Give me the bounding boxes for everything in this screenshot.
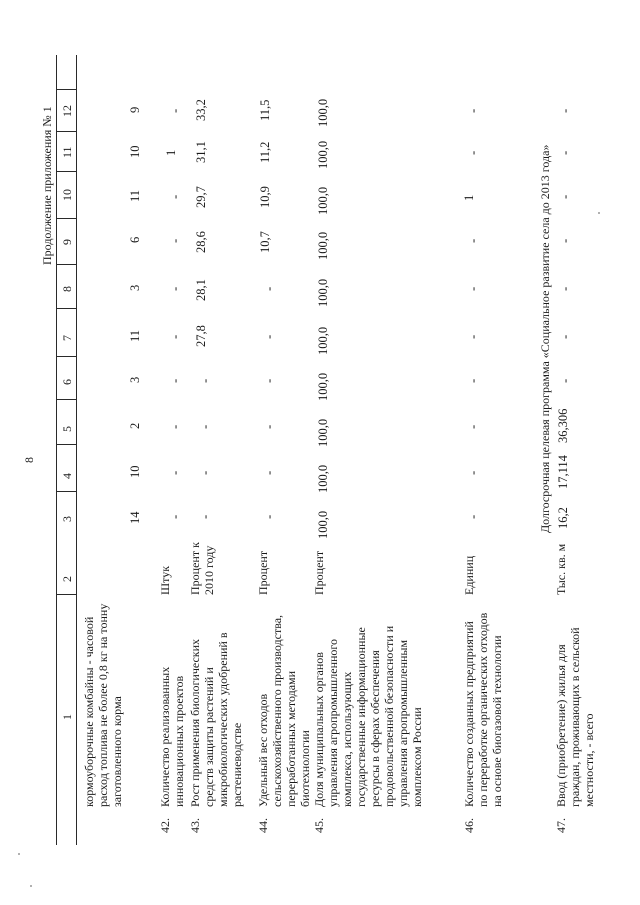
header-divider — [56, 399, 76, 400]
row-46-unit: Единиц — [462, 555, 476, 595]
row-44-c8: - — [262, 286, 276, 291]
row-44-unit: Процент — [256, 550, 270, 595]
row-43-c11: 31,1 — [194, 141, 208, 163]
row-46-c10: 1 — [462, 194, 476, 201]
row-46-name: Количество созданных предприятий по переработке органических отходов на основе биогазовой технологии — [462, 612, 504, 807]
row-41-c11: 10 — [128, 145, 142, 158]
row-43-c10: 29,7 — [194, 186, 208, 208]
row-46-c12: - — [466, 108, 480, 113]
row-42-number: 42. — [158, 818, 172, 833]
row-46-c7: - — [466, 334, 480, 339]
row-41-c7: 11 — [128, 329, 142, 342]
row-44-name: Удельный вес отходов сельскохозяйственного производства, переработанных методами биотехнологии — [256, 614, 312, 807]
header-divider — [56, 171, 76, 172]
row-45-c3: 100,0 — [316, 510, 330, 539]
row-42-c3: - — [168, 514, 182, 519]
row-45-unit: Процент — [312, 550, 326, 595]
header-divider — [56, 594, 76, 595]
row-42-unit: Штук — [158, 565, 172, 595]
header-col-2: 2 — [60, 576, 74, 582]
row-43-name: Рост применения биологических средств защиты растений и микробиологических удобрений в растениеводстве — [188, 632, 244, 807]
row-44-c6: - — [262, 378, 276, 383]
row-44-c10: 10,9 — [258, 186, 272, 208]
header-divider — [56, 218, 76, 219]
row-45-c12: 100,0 — [316, 98, 330, 127]
row-43-c8: 28,1 — [194, 279, 208, 301]
continuation-note: Продолжение приложения № 1 — [40, 106, 54, 265]
row-45-c9: 100,0 — [316, 231, 330, 260]
row-41-c3: 14 — [128, 511, 142, 524]
row-43-c12: 33,2 — [194, 99, 208, 121]
row-44-c7: - — [262, 334, 276, 339]
row-45-c4: 100,0 — [316, 464, 330, 493]
row-42-name: Количество реализованных инновационных проектов — [158, 666, 186, 807]
header-col-5: 5 — [60, 426, 74, 432]
header-divider — [56, 491, 76, 492]
row-46-number: 46. — [462, 818, 476, 833]
row-41-c4: 10 — [128, 465, 142, 478]
row-46-c6: - — [466, 378, 480, 383]
header-divider — [56, 444, 76, 445]
header-top-rule — [56, 55, 57, 845]
header-col-9: 9 — [60, 239, 74, 245]
row-45-c8: 100,0 — [316, 278, 330, 307]
row-42-c6: - — [168, 378, 182, 383]
row-46-c8: - — [466, 286, 480, 291]
header-divider — [56, 131, 76, 132]
row-41-c6: 3 — [128, 376, 142, 383]
row-47-c6: - — [558, 378, 572, 383]
row-47-c11: - — [558, 150, 572, 155]
row-43-c9: 28,6 — [194, 231, 208, 253]
header-col-7: 7 — [60, 335, 74, 341]
row-44-number: 44. — [256, 818, 270, 833]
row-47-c7: - — [558, 334, 572, 339]
row-45-name: Доля муниципальных органов управления агропромышленного комплекса, использующих государственные информационные ресурсы в сферах обеспечения продовольственной безопасности и управления агропромышленным комплексом России — [312, 625, 424, 807]
row-44-c5: - — [262, 424, 276, 429]
row-46-c4: - — [466, 470, 480, 475]
row-47-c5: 36,306 — [556, 408, 570, 443]
row-47-unit: Тыс. кв. м — [554, 543, 568, 595]
row-43-c5: - — [198, 424, 212, 429]
header-col-11: 11 — [60, 146, 74, 158]
header-divider — [56, 356, 76, 357]
row-45-c5: 100,0 — [316, 418, 330, 447]
header-col-10: 10 — [60, 189, 74, 201]
row-42-c7: - — [168, 334, 182, 339]
row-42-c9: - — [168, 238, 182, 243]
row-44-c3: - — [262, 514, 276, 519]
row-41-c10: 11 — [128, 189, 142, 202]
header-col-3: 3 — [60, 516, 74, 522]
row-42-c8: - — [168, 286, 182, 291]
row-47-number: 47. — [554, 818, 568, 833]
row-45-c7: 100,0 — [316, 326, 330, 355]
row-47-c12: - — [558, 108, 572, 113]
row-44-c12: 11,5 — [258, 99, 272, 121]
program-title: Долгосрочная целевая программа «Социальное развитие села до 2013 года» — [538, 144, 552, 533]
row-42-c10: - — [168, 194, 182, 199]
row-43-c7: 27,8 — [194, 325, 208, 347]
row-47-c9: - — [558, 238, 572, 243]
row-42-c4: - — [168, 470, 182, 475]
header-bottom-rule — [76, 55, 77, 845]
row-41-c9: 6 — [128, 236, 142, 243]
row-47-name: Ввод (приобретение) жилья для граждан, проживающих в сельской местности, - всего — [554, 627, 596, 807]
page-number: 8 — [22, 457, 36, 463]
row-43-c3: - — [198, 514, 212, 519]
row-41-name: кормоуборочные комбайны - часовой расход топлива не более 0,8 кг на тонну заготовленного корма — [82, 603, 124, 807]
row-46-c5: - — [466, 424, 480, 429]
header-divider — [56, 89, 76, 90]
row-44-c9: 10,7 — [258, 231, 272, 253]
header-divider — [56, 308, 76, 309]
row-43-number: 43. — [188, 818, 202, 833]
row-47-c3: 16,2 — [556, 507, 570, 529]
row-45-c11: 100,0 — [316, 140, 330, 169]
row-44-c4: - — [262, 470, 276, 475]
row-45-number: 45. — [312, 818, 326, 833]
row-41-c5: 2 — [128, 422, 142, 429]
header-col-8: 8 — [60, 286, 74, 292]
row-42-c5: - — [168, 424, 182, 429]
row-43-c4: - — [198, 470, 212, 475]
row-45-c6: 100,0 — [316, 372, 330, 401]
header-divider — [56, 264, 76, 265]
row-46-c3: - — [466, 514, 480, 519]
row-44-c11: 11,2 — [258, 141, 272, 163]
row-43-unit: Процент к 2010 году — [188, 542, 216, 595]
row-41-c8: 3 — [128, 284, 142, 291]
row-42-c11: 1 — [164, 149, 178, 156]
row-46-c9: - — [466, 238, 480, 243]
row-45-c10: 100,0 — [316, 186, 330, 215]
row-46-c11: - — [466, 150, 480, 155]
header-col-1: 1 — [60, 714, 74, 720]
header-col-6: 6 — [60, 379, 74, 385]
row-43-c6: - — [198, 378, 212, 383]
header-col-12: 12 — [60, 105, 74, 117]
row-42-c12: - — [168, 108, 182, 113]
row-47-c4: 17,114 — [556, 455, 570, 489]
row-47-c10: - — [558, 194, 572, 199]
header-col-4: 4 — [60, 473, 74, 479]
row-41-c12: 9 — [128, 106, 142, 113]
row-47-c8: - — [558, 286, 572, 291]
